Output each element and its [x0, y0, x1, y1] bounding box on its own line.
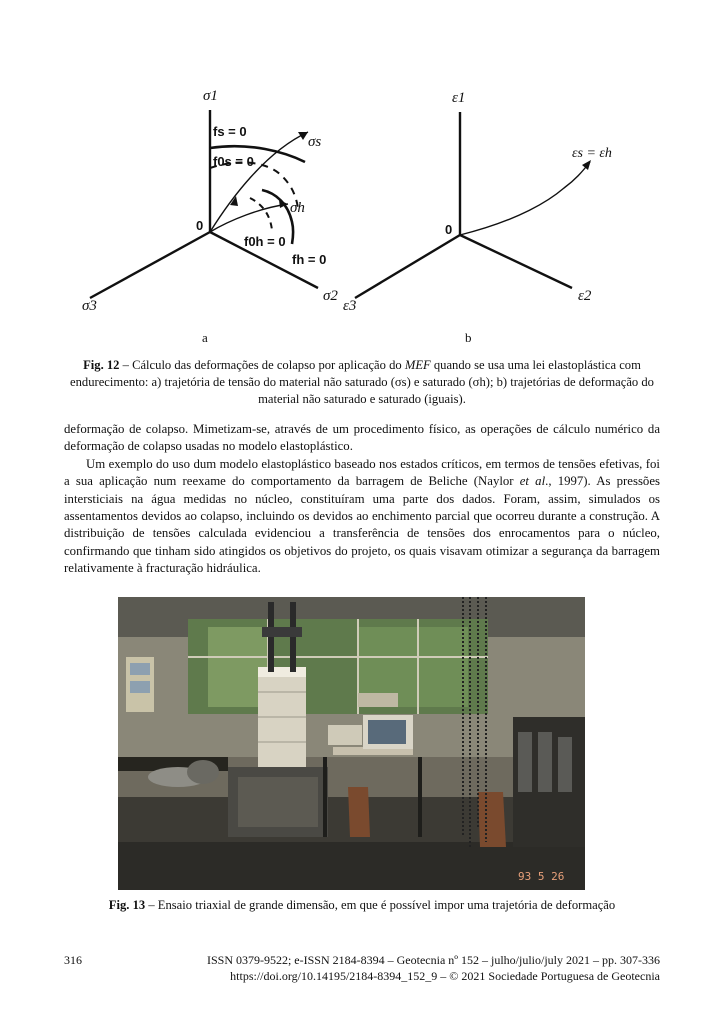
axis-eps1-label: ε1 — [452, 90, 466, 106]
figure-13-photo — [118, 597, 585, 890]
figure-12-caption — [64, 357, 660, 408]
figure-13-caption — [64, 897, 660, 914]
figure-13-caption-label: Fig. 13 — [108, 898, 146, 912]
footer-citation — [207, 952, 660, 984]
fh0-zero-label: f0h = 0 — [244, 234, 286, 249]
page-number: 316 — [64, 953, 82, 967]
figure-12-caption-text-1: – Cálculo das deformações de colapso por aplicação do — [119, 358, 405, 372]
figure-12-caption-text-2: quando se usa uma lei elastoplástica com endurecimento: a) trajetória de tensão do material não saturado (σs) e saturado (σh); b) trajetórias de deformação do material não saturado e saturado (iguais). — [70, 358, 654, 406]
panel-b-sublabel: b — [465, 330, 472, 345]
figure-13-caption-text: – Ensaio triaxial de grande dimensão, em que é possível impor uma trajetória de deformação — [145, 898, 616, 912]
panel-b-strain-path — [460, 162, 590, 235]
fh-zero-label: fh = 0 — [292, 252, 327, 267]
figure-12 — [60, 80, 660, 350]
figure-12-caption-italic: MEF — [404, 358, 431, 372]
axis-sigma3-label: σ3 — [82, 298, 97, 314]
panel-a-sublabel: a — [202, 330, 208, 345]
origin-a-label: 0 — [196, 218, 204, 233]
axis-sigma1-label: σ1 — [203, 88, 218, 104]
figure-12-diagram — [60, 80, 660, 350]
fs-zero-label: fs = 0 — [213, 124, 247, 139]
lab-photo-illustration — [118, 597, 585, 890]
axis-sigma2-label: σ2 — [323, 288, 338, 304]
paragraph-2-b: ., 1997). As pressões intersticiais na água medidas no núcleo, constituíram uma parte dos dados. Foram, assim, simulados os assentamentos devidos ao colapso, incluindo os devidos ao enchimento parcial que ocorreu durante a construção. A distribuição de tensões calculada evidenciou a transferência de tensões dos enrocamentos para o núcleo, confirmando que tinham sido atingidos os objetivos do projeto, os quais visavam otimizar a segurança da barragem relativamente à fracturação hidráulica. — [64, 474, 660, 576]
paragraph-1: deformação de colapso. Mimetizam-se, através de um procedimento físico, as operações de cálculo numérico da deformação de colapso usadas no modelo elastoplástico. — [64, 422, 660, 454]
fs0-zero-label: f0s = 0 — [213, 154, 254, 169]
axis-eps3-label: ε3 — [343, 298, 357, 314]
figure-12-caption-label: Fig. 12 — [83, 358, 120, 372]
axis-eps2-label: ε2 — [578, 288, 592, 304]
paragraph-2 — [64, 456, 660, 578]
footer-doi-line: https://doi.org/10.14195/2184-8394_152_9 – © 2021 Sociedade Portuguesa de Geotecnia — [230, 969, 660, 983]
sigma-s-label: σs — [308, 134, 322, 150]
paragraph-2-italic: et al — [519, 474, 546, 489]
sigma-h-label: σh — [290, 200, 305, 216]
footer-issn-line: ISSN 0379-9522; e-ISSN 2184-8394 – Geotecnia nº 152 – julho/julio/july 2021 – pp. 307-336 — [206, 953, 660, 967]
photo-date-stamp: 93 5 26 — [518, 870, 565, 883]
panel-a-curves — [210, 132, 308, 244]
body-text — [64, 421, 660, 578]
paragraph-2-a: Um exemplo do uso dum modelo elastoplástico baseado nos estados críticos, em termos de tensões efetivas, foi a sua aplicação num reexame do comportamento da barragem de Beliche (Naylor — [64, 456, 660, 489]
eps-equal-label: εs = εh — [572, 146, 612, 161]
origin-b-label: 0 — [445, 222, 453, 237]
